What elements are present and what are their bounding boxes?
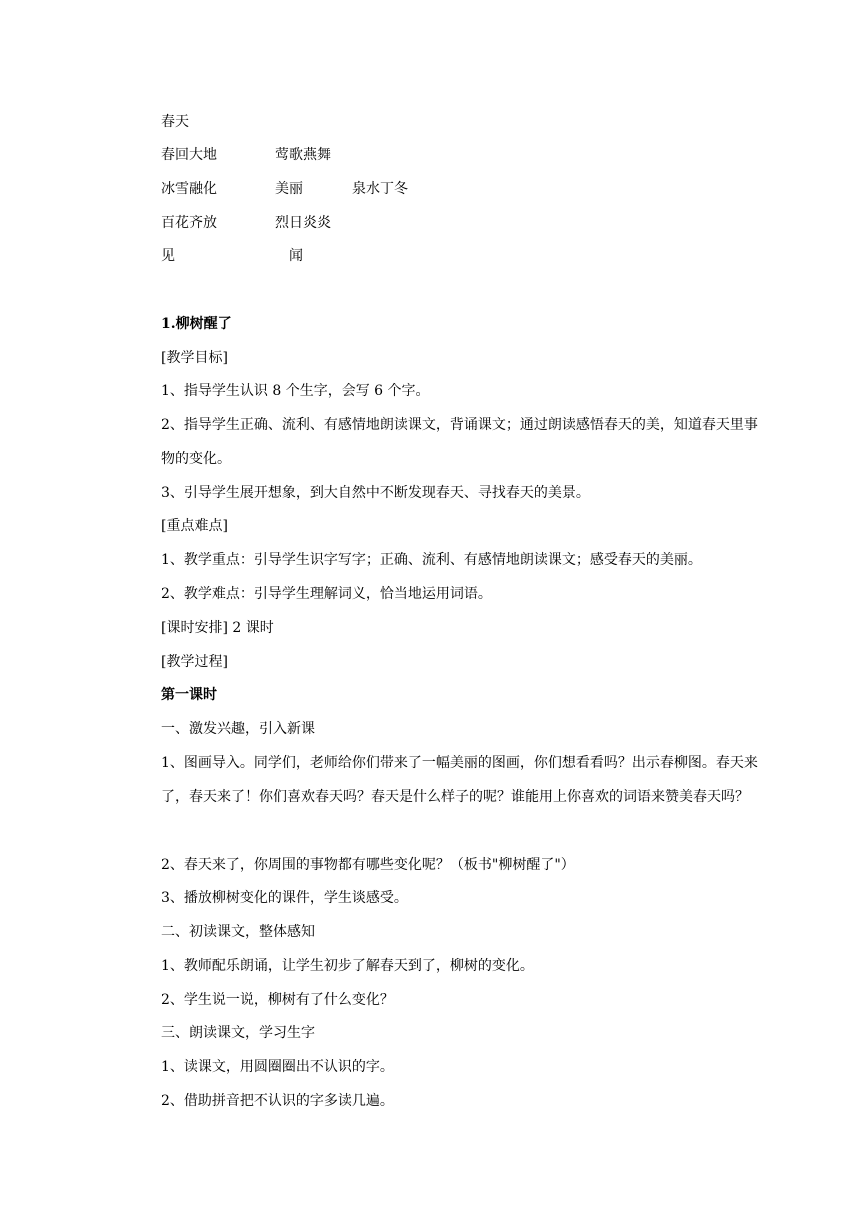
vocab-word: 冰雪融化 <box>161 181 217 197</box>
process-heading: [教学过程] <box>161 654 228 670</box>
section-heading: 一、激发兴趣，引入新课 <box>161 721 315 737</box>
schedule: [课时安排] 2 课时 <box>161 620 274 636</box>
vocab-heading: 春天 <box>161 114 189 130</box>
section-item: 1、教师配乐朗诵，让学生初步了解春天到了，柳树的变化。 <box>161 958 534 974</box>
section-item: 2、借助拼音把不认识的字多读几遍。 <box>161 1093 394 1109</box>
goal-item: 3、引导学生展开想象，到大自然中不断发现春天、寻找春天的美景。 <box>161 485 590 501</box>
goal-item: 1、指导学生认识 8 个生字，会写 6 个字。 <box>161 383 430 399</box>
section-item: 1、图画导入。同学们，老师给你们带来了一幅美丽的图画，你们想看看吗？出示春柳图。春天来了，春天来了！你们喜欢春天吗？春天是什么样子的呢？谁能用上你喜欢的词语来赞美春天吗？ <box>161 755 758 805</box>
section-heading: 三、朗读课文，学习生字 <box>161 1025 315 1041</box>
vocab-word: 泉水丁冬 <box>352 181 408 197</box>
key-point: 1、教学重点：引导学生识字写字；正确、流利、有感情地朗读课文；感受春天的美丽。 <box>161 552 702 568</box>
key-heading: [重点难点] <box>161 518 228 534</box>
vocab-word: 烈日炎炎 <box>275 215 331 231</box>
goals-heading: [教学目标] <box>161 350 228 366</box>
vocab-word: 春回大地 <box>161 147 217 163</box>
key-point: 2、教学难点：引导学生理解词义，恰当地运用词语。 <box>161 586 492 602</box>
goal-item: 2、指导学生正确、流利、有感情地朗读课文，背诵课文；通过朗读感悟春天的美，知道春天里事物的变化。 <box>161 417 758 467</box>
section-item: 2、学生说一说，柳树有了什么变化？ <box>161 992 394 1008</box>
section-item: 1、读课文，用圆圈圈出不认识的字。 <box>161 1059 394 1075</box>
lesson-title: 1.柳树醒了 <box>161 316 232 332</box>
section-item: 2、春天来了，你周围的事物都有哪些变化呢？（板书"柳树醒了"） <box>161 857 575 873</box>
vocab-word: 百花齐放 <box>161 215 217 231</box>
section-heading: 二、初读课文，整体感知 <box>161 924 315 940</box>
section-item: 3、播放柳树变化的课件，学生谈感受。 <box>161 890 408 906</box>
vocab-word: 闻 <box>289 248 303 264</box>
period-title: 第一课时 <box>161 687 217 703</box>
vocab-word: 莺歌燕舞 <box>275 147 331 163</box>
vocab-word: 美丽 <box>275 181 303 197</box>
vocab-word: 见 <box>161 248 175 264</box>
